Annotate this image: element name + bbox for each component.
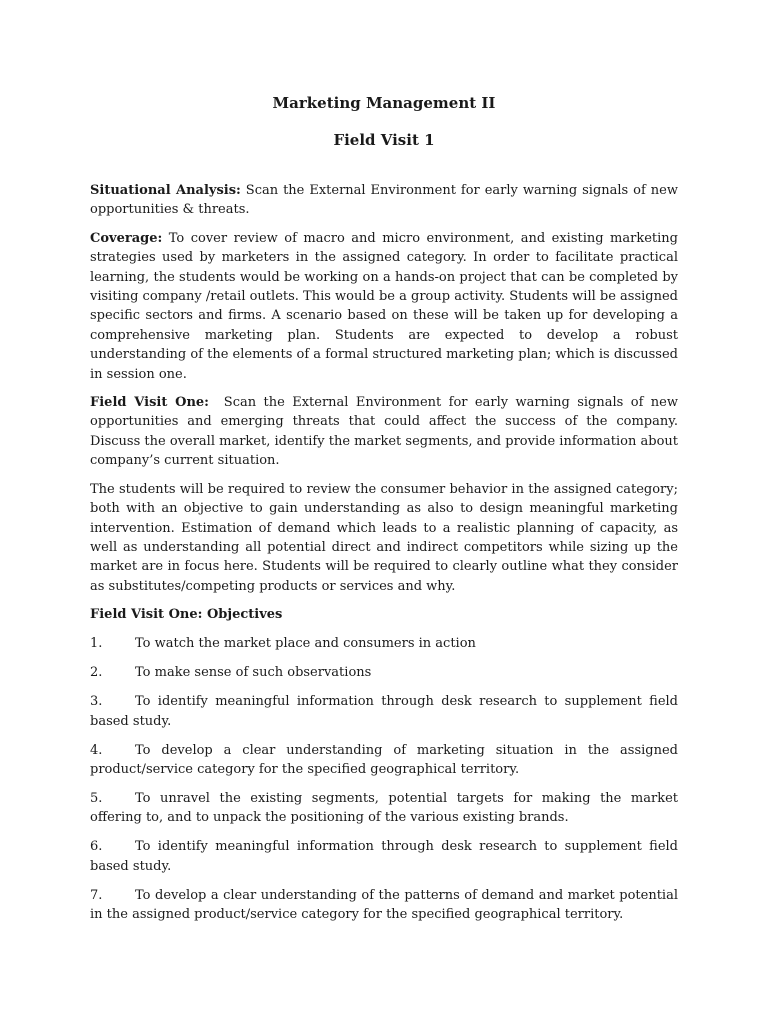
objective-number: 1. bbox=[90, 636, 103, 652]
objective-item bbox=[90, 663, 678, 682]
objective-number: 2. bbox=[90, 665, 103, 681]
coverage-label: Coverage: bbox=[90, 230, 163, 246]
objective-item bbox=[90, 789, 678, 828]
coverage-text: To cover review of macro and micro environment, and existing marketing strategies used by marketers in the assigned category. In order to facilitate practical learning, the students would be working on a hands-on project that can be completed by visiting company /retail outlets. This would be a group activity. Students will be assigned specific sectors and firms. A scenario based on these will be taken up for developing a comprehensive marketing plan. Students are expected to develop a robust understanding of the elements of a formal structured marketing plan; which is discussed in session one. bbox=[90, 230, 678, 382]
objective-item bbox=[90, 634, 678, 653]
objective-number: 3. bbox=[90, 694, 103, 710]
document-title: Marketing Management II bbox=[272, 94, 496, 112]
objective-text: To identify meaningful information through desk research to supplement field based study. bbox=[90, 694, 678, 729]
objective-text: To develop a clear understanding of marketing situation in the assigned product/service category for the specified geographical territory. bbox=[90, 742, 678, 777]
coverage-paragraph bbox=[90, 229, 678, 384]
objective-item bbox=[90, 741, 678, 780]
objective-text: To make sense of such observations bbox=[135, 665, 372, 681]
objective-text: To unravel the existing segments, potential targets for making the market offering to, and to unpack the positioning of the various existing brands. bbox=[90, 790, 678, 826]
situational-analysis-text: Scan the External Environment for early warning signals of new opportunities & threats. bbox=[90, 183, 678, 218]
field-visit-label: Field Visit One: bbox=[90, 395, 209, 411]
objective-item bbox=[90, 886, 678, 925]
field-visit-paragraph bbox=[90, 393, 683, 471]
situational-analysis-label: Situational Analysis: bbox=[90, 183, 241, 198]
objectives-list bbox=[90, 634, 678, 924]
students-paragraph: The students will be required to review the consumer behavior in the assigned category; both with an objective to gain understanding as also to design meaningful marketing intervention. Estimation of demand which leads to a realistic planning of capacity, as well as understanding all potential direct and indirect competitors while sizing up the market are in focus here. Students will be required to clearly outline what they consider as substitutes/competing products or services and why. bbox=[90, 481, 678, 594]
objective-text: To watch the market place and consumers in action bbox=[135, 636, 476, 652]
objective-number: 4. bbox=[90, 742, 103, 758]
objective-number: 7. bbox=[90, 887, 103, 903]
objective-number: 5. bbox=[90, 790, 103, 806]
objective-item bbox=[90, 837, 678, 876]
objectives-heading: Field Visit One: Objectives bbox=[90, 607, 283, 623]
situational-analysis-paragraph bbox=[90, 181, 678, 220]
objective-text: To identify meaningful information through desk research to supplement field based study. bbox=[90, 839, 678, 874]
objective-number: 6. bbox=[90, 839, 103, 855]
objective-item bbox=[90, 692, 678, 731]
objective-text: To develop a clear understanding of the patterns of demand and market potential in the assigned product/service category for the specified geographical territory. bbox=[90, 887, 678, 923]
field-visit-text: Scan the External Environment for early warning signals of new opportunities and emerging threats that could affect the success of the company. Discuss the overall market, identify the market segments, and provide information about company’s current situation. bbox=[90, 395, 683, 469]
document-subtitle: Field Visit 1 bbox=[333, 131, 435, 149]
